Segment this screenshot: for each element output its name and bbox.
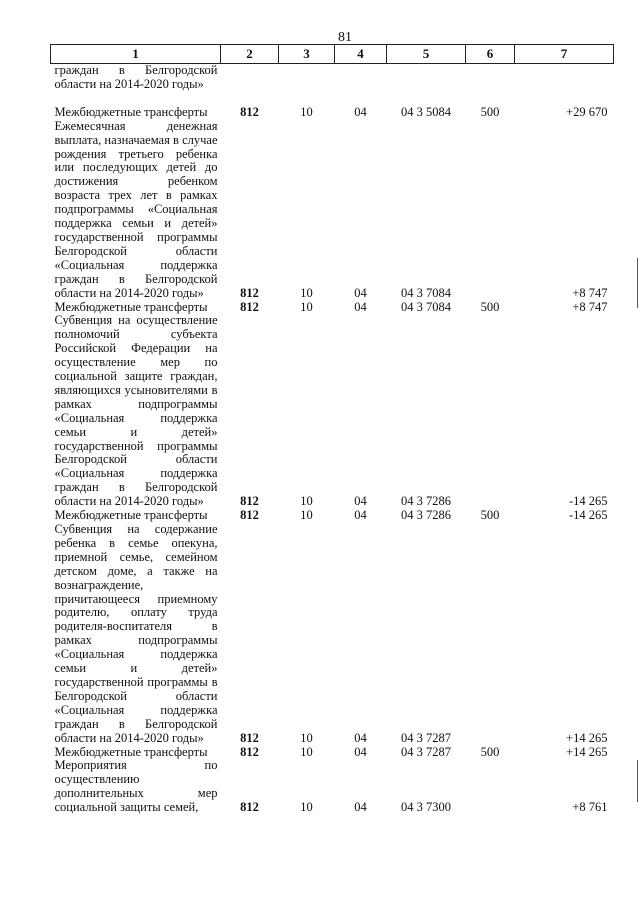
cell-section [279, 92, 335, 106]
cell-target: 04 3 7286 [401, 508, 451, 523]
cell-code: 812 [240, 494, 259, 509]
cell-type [466, 92, 515, 106]
column-header-code: 2 [221, 45, 279, 64]
table-row [51, 301, 614, 315]
cell-code: 812 [240, 800, 259, 815]
column-header-subsection: 4 [335, 45, 387, 64]
cell-type [466, 759, 515, 815]
table-header-row [51, 45, 614, 64]
cell-name: граждан в Белгородской области на 2014-2020 годы» [54, 63, 218, 91]
cell-type [466, 120, 515, 301]
cell-subsection: 04 [354, 508, 367, 523]
cell-amount: -14 265 [568, 508, 608, 523]
cell-name: Межбюджетные трансферты [54, 508, 208, 523]
budget-table [50, 44, 614, 815]
cell-subsection: 04 [354, 285, 367, 300]
table-row [51, 746, 614, 760]
cell-subsection [335, 64, 387, 92]
cell-target: 04 3 7287 [401, 730, 451, 745]
table-row [51, 759, 614, 815]
cell-code: 812 [240, 285, 259, 300]
cell-subsection: 04 [354, 744, 367, 759]
cell-section: 10 [300, 285, 313, 300]
cell-target [387, 92, 466, 106]
cell-name: Субвенция на содержание ребенка в семье опекуна, приемной семье, семейном детском доме, а также на вознаграждение, причитающееся приемному родителю, оплату труда родителя-воспитателя в рамках подпрограммы «Социальная поддержка семьи и детей» государственной программы в Белгородской области «Социальная поддержка граждан в Белгородской области на 2014-2020 годы» [54, 522, 218, 745]
cell-name: Субвенция на осуществление полномочий субъекта Российской Федерации на осуществление мер по социальной защите граждан, являющихся усыновителями в рамках подпрограммы «Социальная поддержка семьи и детей» государственной программы Белгородской области «Социальная поддержка граждан в Белгородской области на 2014-2020 годы» [54, 313, 218, 509]
cell-code [221, 92, 279, 106]
cell-type: 500 [480, 508, 500, 523]
cell-section: 10 [300, 494, 313, 509]
cell-subsection: 04 [354, 494, 367, 509]
edge-mark-upper [637, 258, 638, 308]
table-row [51, 92, 614, 106]
table-row [51, 64, 614, 92]
column-header-type: 6 [466, 45, 515, 64]
cell-amount: +29 670 [566, 104, 608, 119]
cell-section [279, 64, 335, 92]
page-number: 81 [338, 30, 352, 45]
cell-subsection [335, 92, 387, 106]
cell-subsection: 04 [354, 800, 367, 815]
table-row [51, 523, 614, 746]
cell-amount: +8 761 [572, 800, 608, 815]
cell-target: 04 3 7084 [401, 285, 451, 300]
cell-type: 500 [480, 104, 500, 119]
cell-subsection: 04 [354, 299, 367, 314]
table-row [51, 120, 614, 301]
table-row [51, 509, 614, 523]
cell-type: 500 [480, 744, 500, 759]
cell-name: Межбюджетные трансферты [54, 104, 208, 119]
cell-amount: +8 747 [572, 299, 608, 314]
column-header-section: 3 [279, 45, 335, 64]
cell-amount: +8 747 [572, 285, 608, 300]
cell-type: 500 [480, 299, 500, 314]
cell-name: Ежемесячная денежная выплата, назначаемая в случае рождения третьего ребенка или последующих детей до достижения ребенком возраста трех лет в рамках подпрограммы «Социальная поддержка семьи и детей» государственной программы Белгородской области «Социальная поддержка граждан в Белгородской области на 2014-2020 годы» [54, 118, 218, 300]
cell-target: 04 3 7287 [401, 744, 451, 759]
cell-section: 10 [300, 508, 313, 523]
cell-section: 10 [300, 800, 313, 815]
cell-code: 812 [240, 508, 259, 523]
cell-amount: -14 265 [568, 494, 608, 509]
column-header-target: 5 [387, 45, 466, 64]
cell-section: 10 [300, 730, 313, 745]
cell-type [466, 64, 515, 92]
cell-amount: +14 265 [566, 730, 608, 745]
cell-target [387, 64, 466, 92]
cell-section: 10 [300, 299, 313, 314]
column-header-amount: 7 [515, 45, 614, 64]
cell-name: Межбюджетные трансферты [54, 744, 208, 759]
cell-amount: +14 265 [566, 744, 608, 759]
cell-section: 10 [300, 104, 313, 119]
table-body [51, 64, 614, 816]
cell-type [466, 523, 515, 746]
cell-subsection: 04 [354, 730, 367, 745]
cell-amount [515, 92, 614, 106]
cell-target: 04 3 7286 [401, 494, 451, 509]
table-row [51, 106, 614, 120]
cell-amount [515, 64, 614, 92]
cell-section: 10 [300, 744, 313, 759]
column-header-name: 1 [51, 45, 221, 64]
cell-target: 04 3 7300 [401, 800, 451, 815]
cell-code [221, 64, 279, 92]
cell-target: 04 3 7084 [401, 299, 451, 314]
cell-type [466, 314, 515, 509]
cell-name: Мероприятия по осуществлению дополнительных мер социальной защиты семей, [54, 758, 218, 815]
cell-target: 04 3 5084 [401, 104, 451, 119]
cell-code: 812 [240, 299, 259, 314]
edge-mark-lower [637, 760, 638, 802]
cell-code: 812 [240, 730, 259, 745]
cell-name [51, 92, 221, 106]
cell-code: 812 [240, 104, 259, 119]
cell-name: Межбюджетные трансферты [54, 299, 208, 314]
table-row [51, 314, 614, 509]
cell-subsection: 04 [354, 104, 367, 119]
cell-code: 812 [240, 744, 259, 759]
